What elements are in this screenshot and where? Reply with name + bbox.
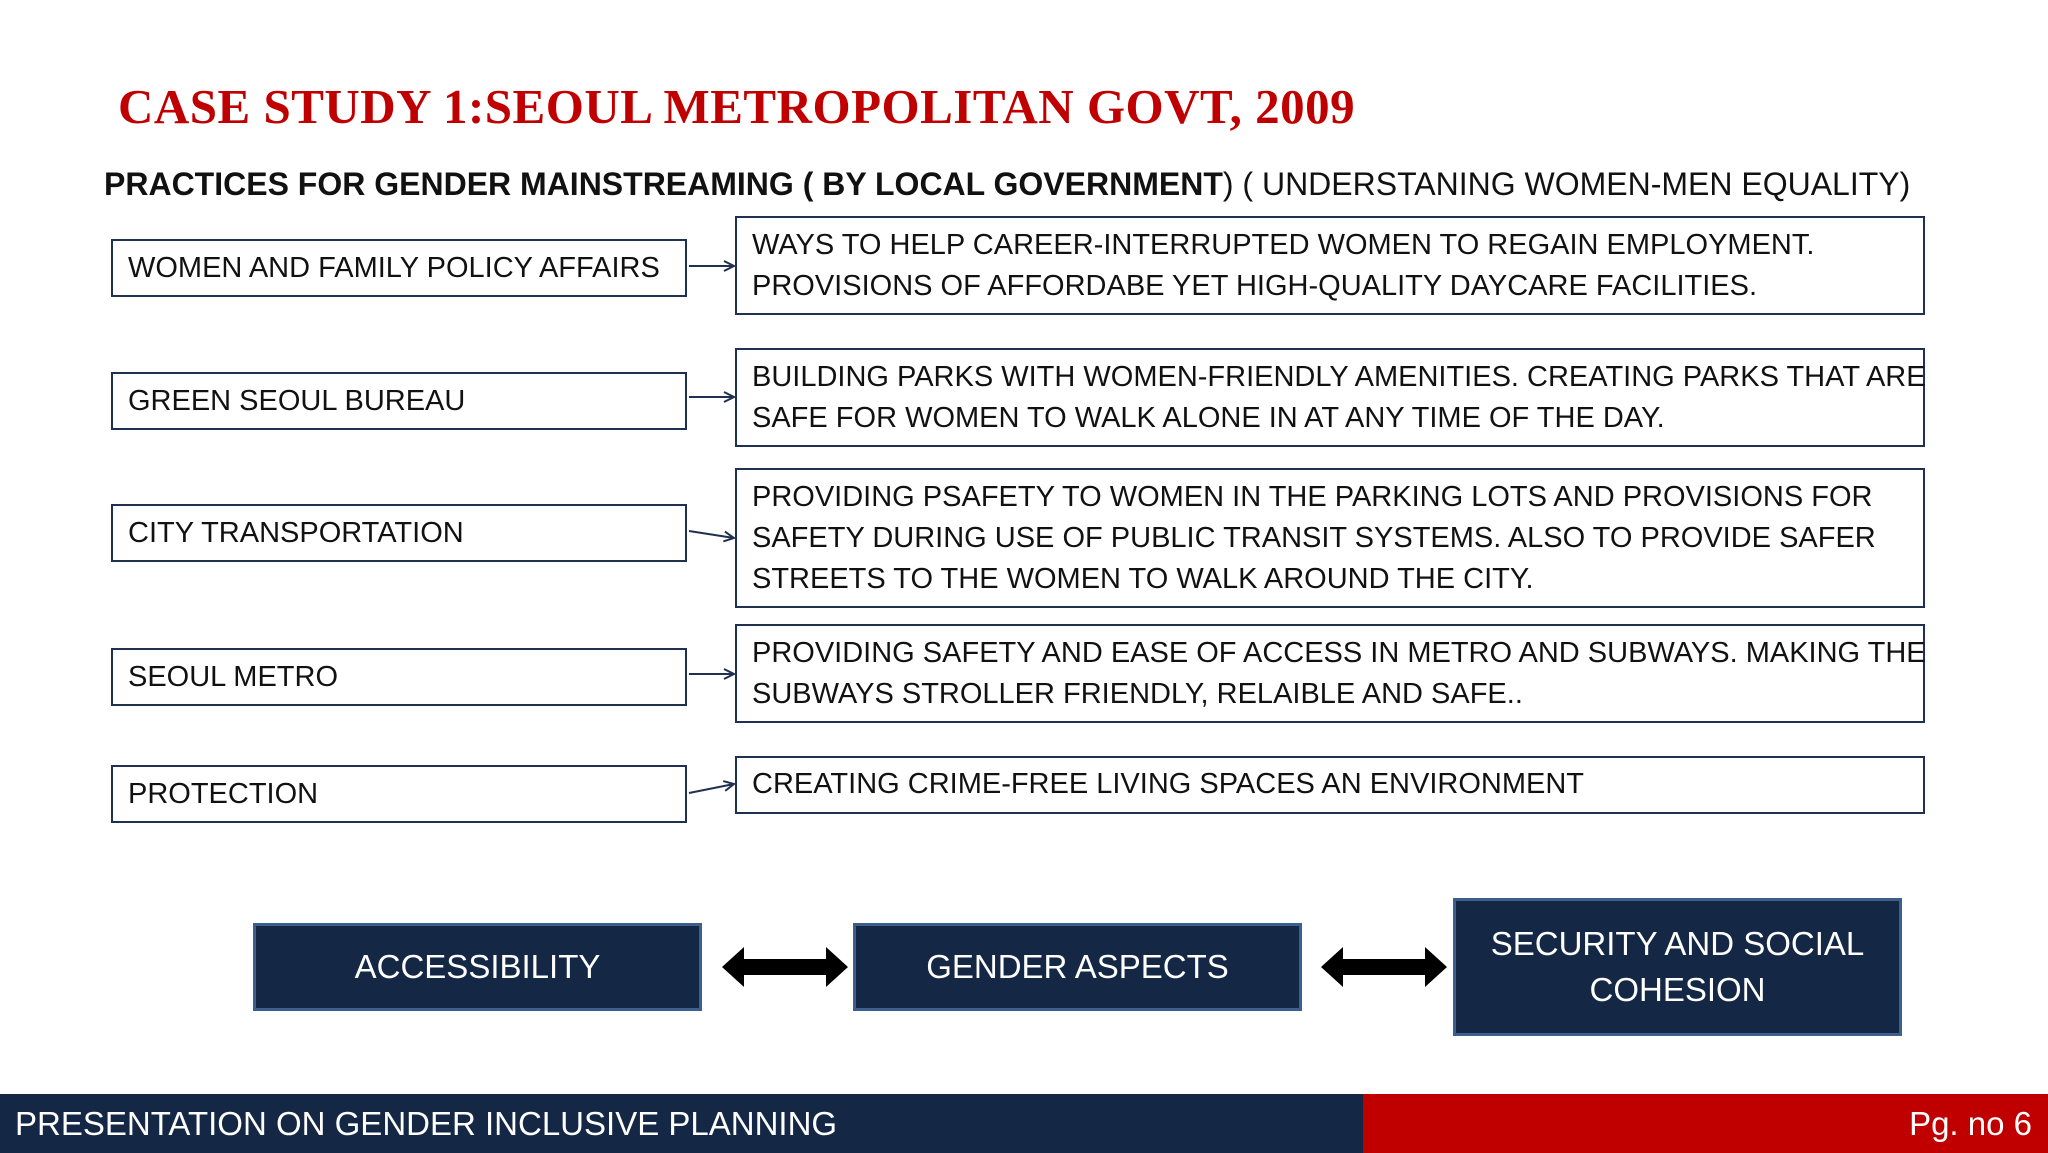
- connector-arrow-3: [689, 531, 734, 538]
- connector-arrow-5: [689, 784, 734, 793]
- department-box-seoul-metro: SEOUL METRO: [111, 648, 687, 706]
- department-box-protection: PROTECTION: [111, 765, 687, 823]
- practice-line: STREETS TO THE WOMEN TO WALK AROUND THE CITY.: [752, 563, 1534, 595]
- footer-page-number: Pg. no 6: [1363, 1094, 2048, 1153]
- footer-presentation-title: PRESENTATION ON GENDER INCLUSIVE PLANNING: [0, 1094, 1363, 1153]
- theme-box-security-social-cohesion: SECURITY AND SOCIAL COHESION: [1453, 898, 1902, 1036]
- practice-line: PROVIDING SAFETY AND EASE OF ACCESS IN METRO AND SUBWAYS. MAKING THE: [752, 637, 1926, 669]
- practice-line: SUBWAYS STROLLER FRIENDLY, RELAIBLE AND SAFE..: [752, 678, 1523, 710]
- practice-line: PROVISIONS OF AFFORDABE YET HIGH-QUALITY DAYCARE FACILITIES.: [752, 270, 1758, 302]
- department-box-green-seoul: GREEN SEOUL BUREAU: [111, 372, 687, 430]
- practice-line: WAYS TO HELP CAREER-INTERRUPTED WOMEN TO REGAIN EMPLOYMENT.: [752, 229, 1815, 261]
- department-box-city-transportation: CITY TRANSPORTATION: [111, 504, 687, 562]
- practice-line: PROVIDING PSAFETY TO WOMEN IN THE PARKING LOTS AND PROVISIONS FOR: [752, 481, 1873, 513]
- slide-title: CASE STUDY 1:SEOUL METROPOLITAN GOVT, 2009: [118, 79, 1356, 134]
- department-box-women-family: WOMEN AND FAMILY POLICY AFFAIRS: [111, 239, 687, 297]
- practice-line: CREATING CRIME-FREE LIVING SPACES AN ENVIRONMENT: [752, 768, 1584, 800]
- practice-line: BUILDING PARKS WITH WOMEN-FRIENDLY AMENITIES. CREATING PARKS THAT ARE: [752, 361, 1926, 393]
- practice-line: SAFE FOR WOMEN TO WALK ALONE IN AT ANY TIME OF THE DAY.: [752, 402, 1665, 434]
- theme-box-accessibility: ACCESSIBILITY: [253, 923, 702, 1011]
- theme-box-gender-aspects: GENDER ASPECTS: [853, 923, 1302, 1011]
- practice-line: SAFETY DURING USE OF PUBLIC TRANSIT SYSTEMS. ALSO TO PROVIDE SAFER: [752, 522, 1876, 554]
- subtitle-rest-part: ) ( UNDERSTANING WOMEN-MEN EQUALITY): [1222, 166, 1911, 202]
- double-arrow-left: [722, 947, 848, 987]
- subtitle-bold-part: PRACTICES FOR GENDER MAINSTREAMING ( BY LOCAL GOVERNMENT: [104, 166, 1223, 202]
- double-arrow-right: [1321, 947, 1447, 987]
